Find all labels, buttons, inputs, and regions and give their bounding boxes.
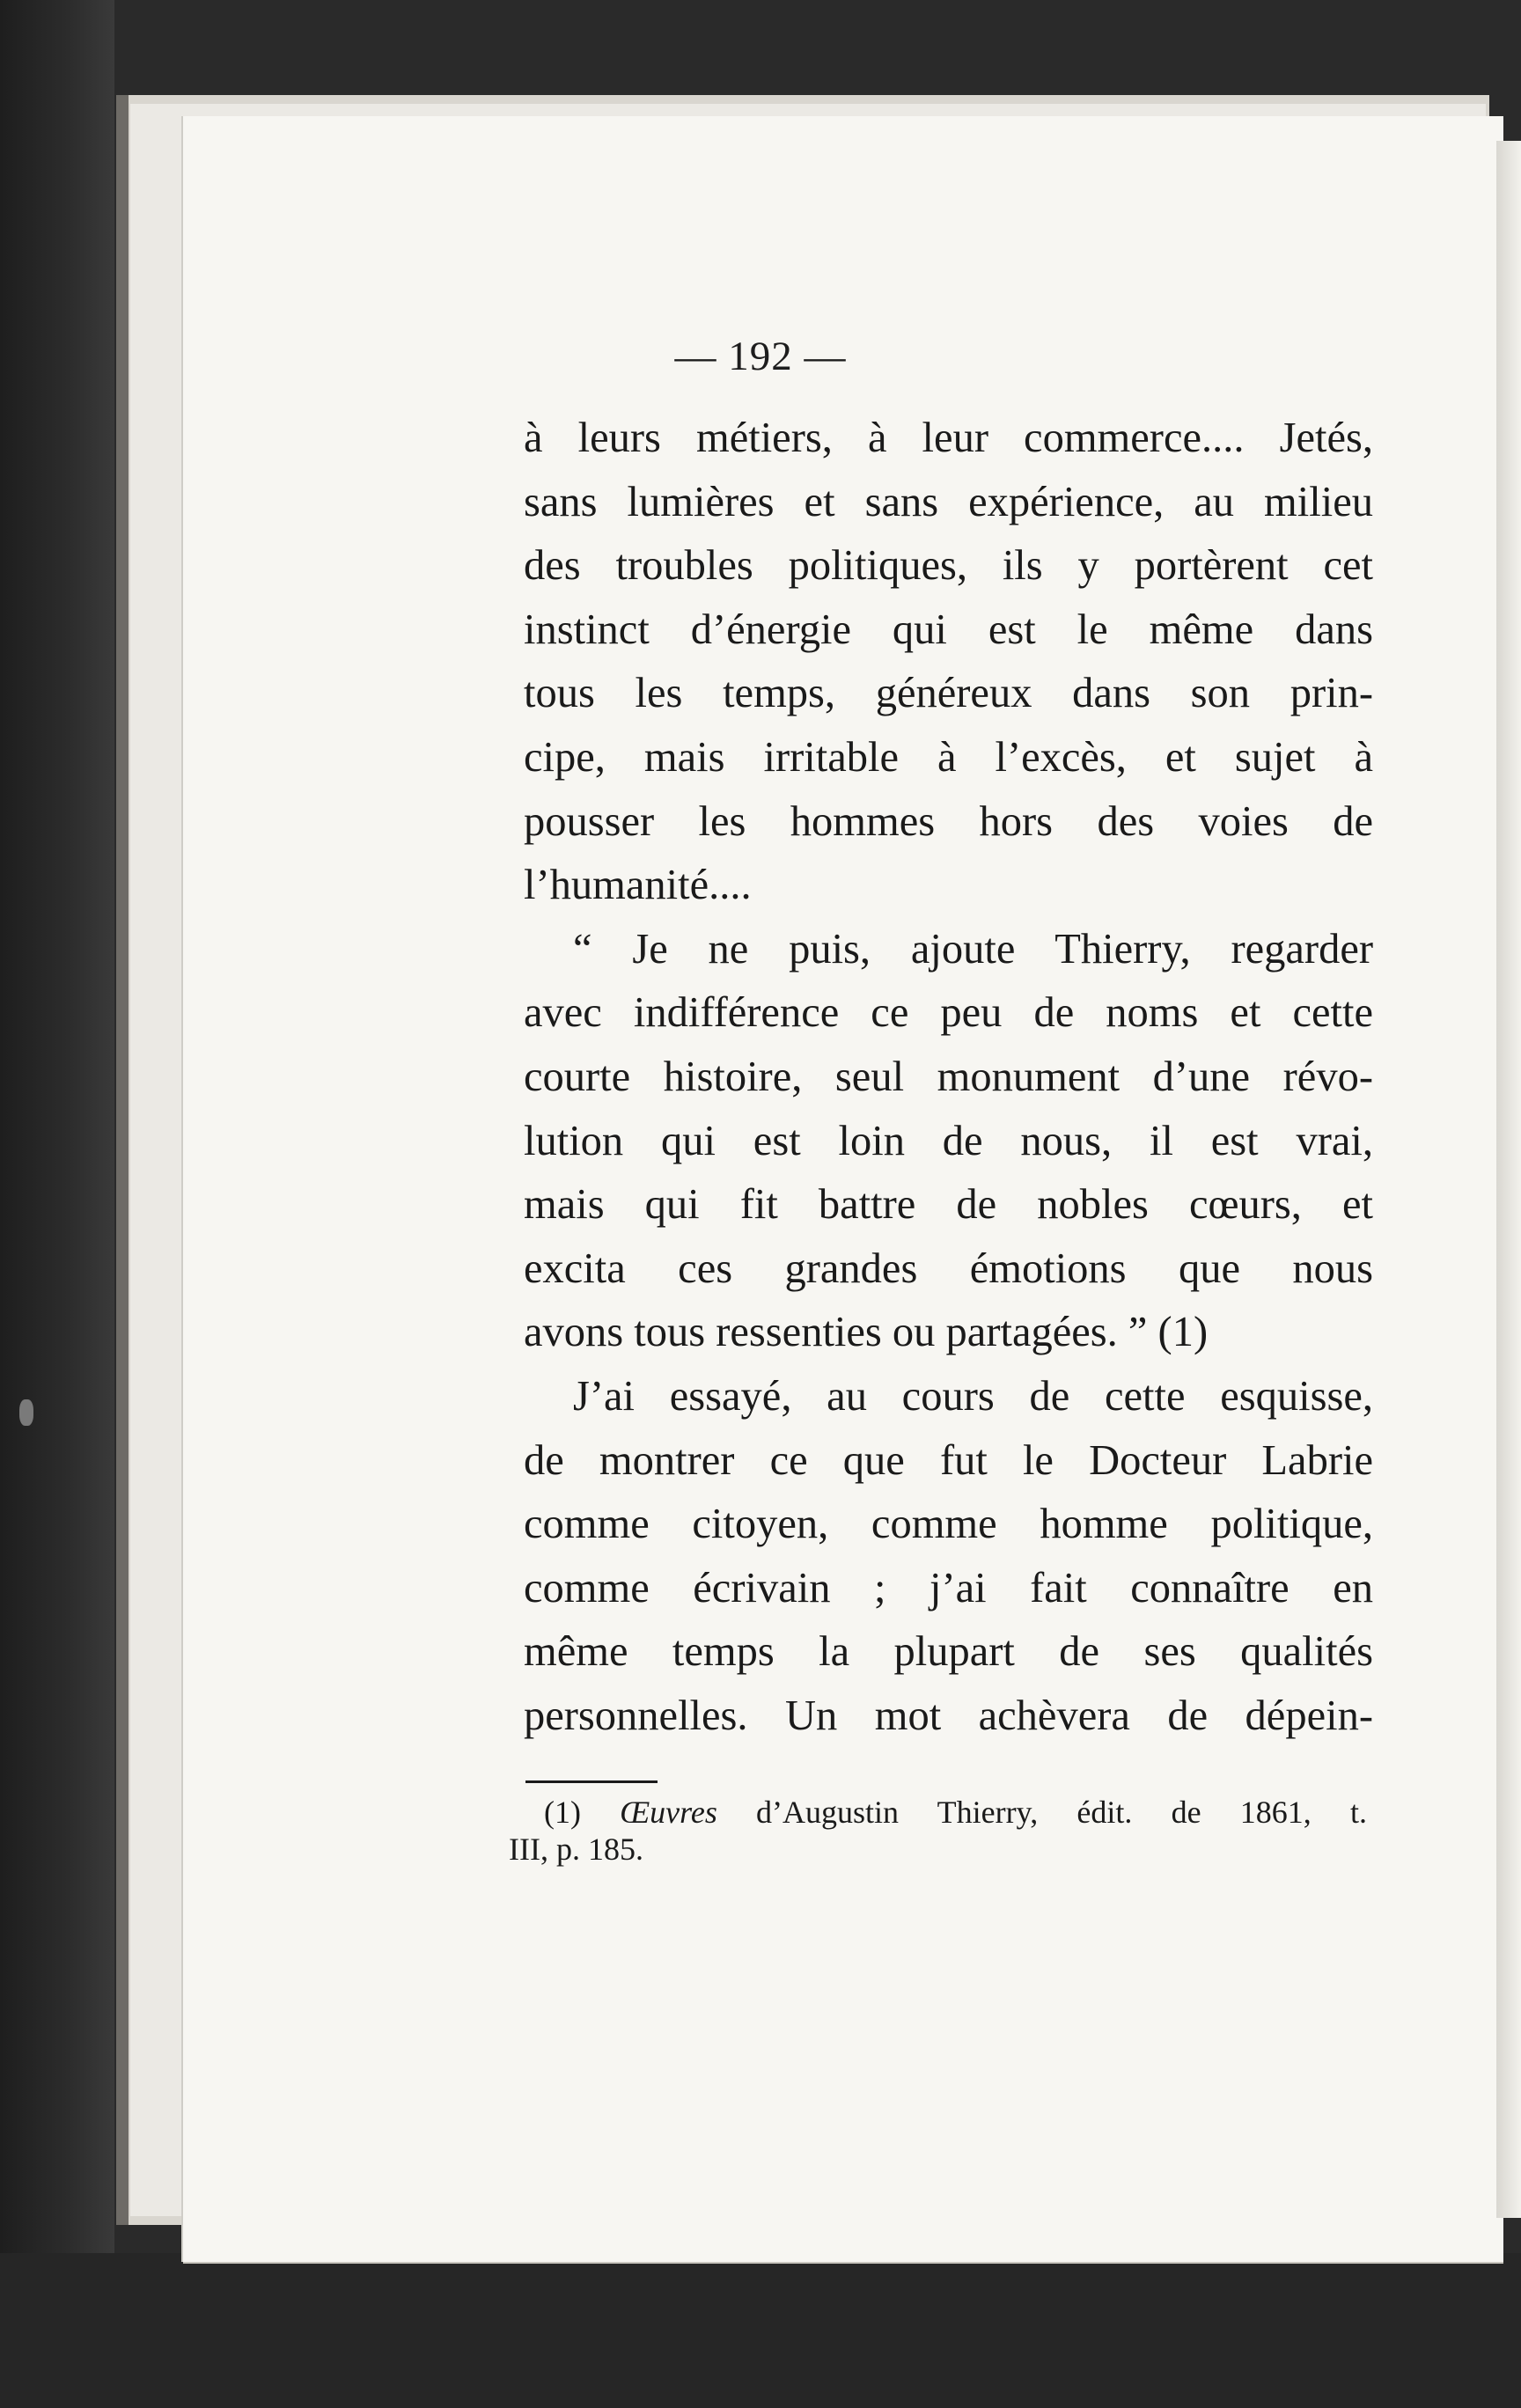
text-line: des troubles politiques, ils y portèrent cet [524,542,1373,590]
page-right-edge [1496,141,1521,2218]
text-line: pousser les hommes hors des voies de [524,797,1373,845]
text-line: sans lumières et sans expérience, au milieu [524,478,1373,525]
text-line: même temps la plupart de ses qualités [524,1628,1373,1676]
footnote-divider [525,1780,658,1783]
footnote-marker: (1) [544,1795,581,1830]
footnote-work-title: Œuvres [620,1795,717,1830]
scan-speck [19,1399,33,1426]
text-line: de montrer ce que fut le Docteur Labrie [524,1436,1373,1484]
text-line: comme écrivain ; j’ai fait connaître en [524,1564,1373,1611]
footnote-line [509,1794,1367,1831]
text-line: personnelles. Un mot achèvera de dépein- [524,1692,1373,1739]
text-line: tous les temps, généreux dans son prin- [524,670,1373,717]
text-line: mais qui fit battre de nobles cœurs, et [524,1181,1373,1229]
text-line: J’ai essayé, au cours de cette esquisse, [573,1372,1373,1420]
text-line: avec indifférence ce peu de noms et cette [524,989,1373,1037]
footnote-citation: d’Augustin Thierry, édit. de 1861, t. [756,1795,1368,1830]
text-line: instinct d’énergie qui est le même dans [524,606,1373,653]
footnote-line: III, p. 185. [509,1832,643,1867]
text-line: “ Je ne puis, ajoute Thierry, regarder [573,925,1373,973]
text-line: à leurs métiers, à leur commerce.... Jetés, [524,415,1373,461]
text-line: excita ces grandes émotions que nous [524,1244,1373,1292]
text-line: lution qui est loin de nous, il est vrai, [524,1117,1373,1164]
text-line: cipe, mais irritable à l’excès, et sujet à [524,733,1373,781]
scan-background-bottom [0,2253,1521,2408]
body-text [524,407,1373,1748]
page-number: — 192 — [674,334,847,379]
text-line: comme citoyen, comme homme politique, [524,1501,1373,1548]
text-line: avons tous ressenties ou partagées. ” (1) [524,1309,1209,1356]
text-line: courte histoire, seul monument d’une révo- [524,1053,1373,1100]
footnote [509,1794,1367,1868]
text-line: l’humanité.... [524,862,752,909]
